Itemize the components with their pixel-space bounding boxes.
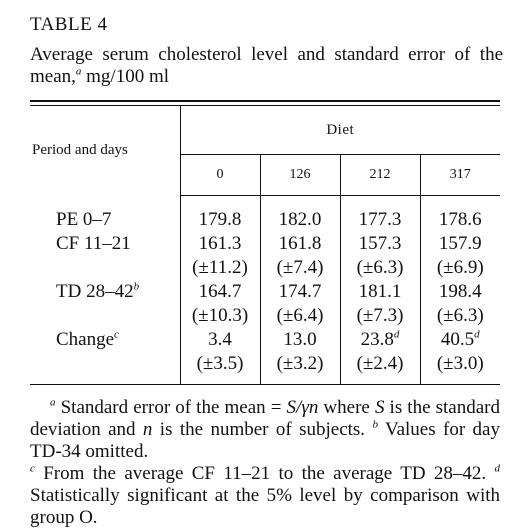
cholesterol-table <box>30 106 500 384</box>
table-cell: 182.0 <box>260 196 340 233</box>
diet-column-header: 212 <box>340 155 420 196</box>
bottom-rule <box>30 384 500 385</box>
footnotes <box>30 397 500 529</box>
table-cell: (±6.3) <box>420 304 500 328</box>
table-cell: 178.6 <box>420 196 500 233</box>
diet-column-header: 317 <box>420 155 500 196</box>
footnote-mark-c: c <box>30 462 35 475</box>
row-label: TD 28–42$^b$ <box>30 280 180 304</box>
caption-unit: mg/100 ml <box>81 66 170 87</box>
table-cell: (±2.4) <box>340 352 420 384</box>
footnote-mark-d: d <box>494 462 500 475</box>
caption-footnote-mark: a <box>75 65 82 78</box>
table-cell: (±7.3) <box>340 304 420 328</box>
footnote-mark-a: a <box>50 396 56 409</box>
table-row <box>30 280 500 304</box>
diet-header: Diet <box>180 106 500 155</box>
table-cell: (±11.2) <box>192 257 248 278</box>
period-header: Period and days <box>30 106 180 196</box>
table-row <box>30 196 500 233</box>
table-cell: 161.8 <box>260 232 340 256</box>
table-cell: (±6.4) <box>260 304 340 328</box>
diet-column-header: 126 <box>260 155 340 196</box>
row-label <box>30 256 180 280</box>
footnote-paragraph: $^a$ Standard error of the mean = S/γn where S is the standard deviation and n is the number of subjects. $^b$ Values for day TD-34 omitted. <box>30 396 500 462</box>
table-cell: (±3.5) <box>196 353 244 374</box>
table-cell: (±6.3) <box>340 256 420 280</box>
row-label <box>30 352 180 384</box>
table-row <box>30 256 500 280</box>
table-cell: 157.9 <box>420 232 500 256</box>
table-cell: 23.8$^d$ <box>340 328 420 352</box>
table-cell: 177.3 <box>340 196 420 233</box>
table-cell: (±3.2) <box>260 352 340 384</box>
table-row <box>30 304 500 328</box>
table-label: TABLE 4 <box>30 14 108 35</box>
row-label: CF 11–21 <box>30 232 180 256</box>
row-label <box>30 304 180 328</box>
table-cell: 161.3 <box>198 233 242 254</box>
table-cell: 181.1 <box>340 280 420 304</box>
table-row <box>30 328 500 352</box>
footnote-paragraph: $^c$ From the average CF 11–21 to the average TD 28–42. $^d$ Statistically significant at the 5% level by comparison with group O. <box>30 462 500 528</box>
table-cell: 164.7 <box>198 281 242 302</box>
table-cell: (±3.0) <box>420 352 500 384</box>
table-cell: 198.4 <box>420 280 500 304</box>
formula: S/γn <box>286 397 319 418</box>
row-label: PE 0–7 <box>30 196 180 233</box>
table-caption <box>30 44 503 88</box>
table-cell: (±10.3) <box>191 305 249 326</box>
table-row <box>30 232 500 256</box>
table-cell: 174.7 <box>260 280 340 304</box>
footnote-mark-b: b <box>372 418 378 431</box>
table-cell: 13.0 <box>260 328 340 352</box>
table-cell: 179.8 <box>198 209 242 230</box>
table-cell: (±6.9) <box>420 256 500 280</box>
table-cell: 40.5$^d$ <box>420 328 500 352</box>
table-cell: 157.3 <box>340 232 420 256</box>
caption-text: Average serum cholesterol level and standard error of the mean, <box>30 44 503 87</box>
row-label: Change$^c$ <box>30 328 180 352</box>
diet-column-header: 0 <box>180 155 260 196</box>
table-cell: (±7.4) <box>260 256 340 280</box>
table-row <box>30 352 500 384</box>
table-cell: 3.4 <box>208 329 232 350</box>
